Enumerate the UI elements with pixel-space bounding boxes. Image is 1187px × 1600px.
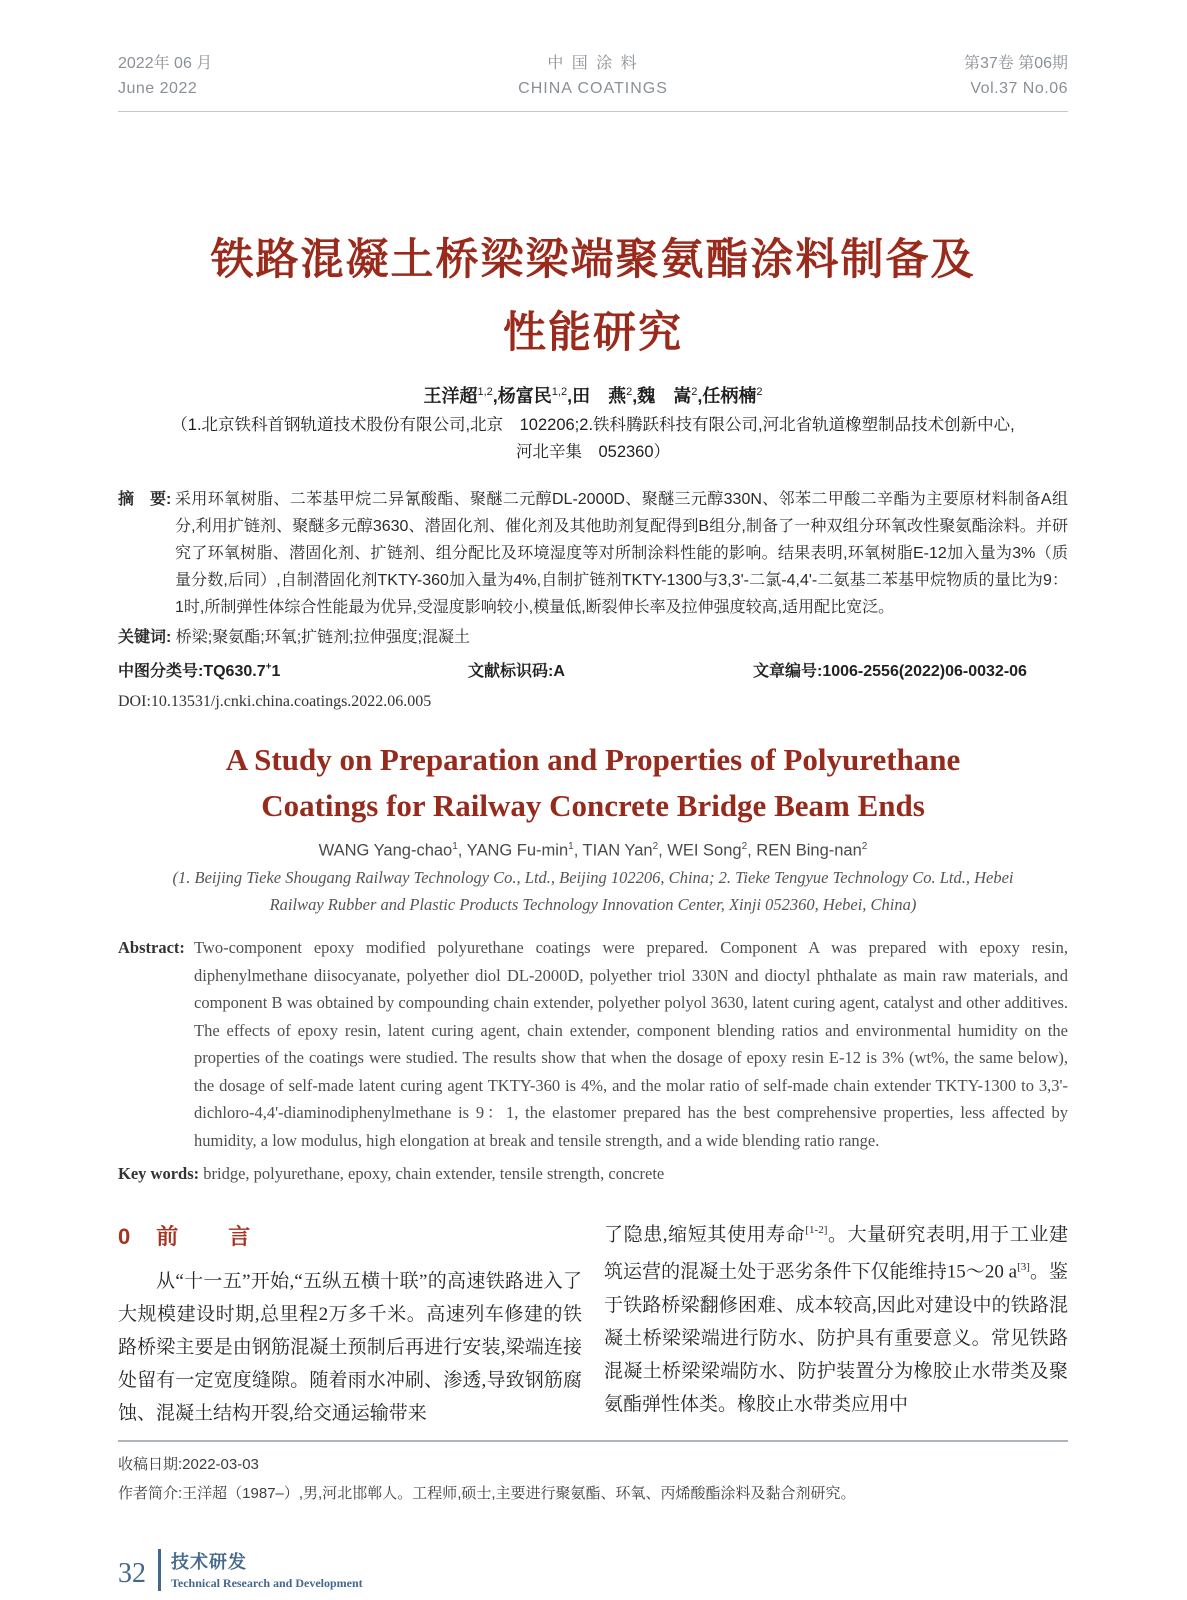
section-number: 0 <box>118 1224 131 1250</box>
header-journal-en: CHINA COATINGS <box>518 79 668 97</box>
affiliation-en <box>118 864 1068 918</box>
abstract-cn <box>118 486 1068 621</box>
authors-cn: 王洋超$^{1,2}$,杨富民$^{1,2}$,田 燕$^2$,魏 嵩$^2$,任柄楠$^2$ <box>423 385 763 406</box>
affiliation-en-line1: (1. Beijing Tieke Shougang Railway Technology Co., Ltd., Beijing 102206, China; 2. Tieke Tengyue Technology Co. Ltd., Hebei <box>172 868 1014 888</box>
header-issue <box>808 52 1068 102</box>
footer-divider-bar <box>158 1549 161 1591</box>
page-footer <box>118 1548 1068 1591</box>
doi: DOI:10.13531/j.cnki.china.coatings.2022.06.005 <box>118 692 432 710</box>
body-paragraph-right: 了隐患,缩短其使用寿命[1-2]。大量研究表明,用于工业建筑运营的混凝土处于恶劣条件下仅能维持15～20 a[3]。鉴于铁路桥梁翻修困难、成本较高,因此对建设中的铁路混凝土桥梁梁端进行防水、防护具有重要意义。常见铁路混凝土桥梁梁端防水、防护装置分为橡胶止水带类及聚氨酯弹性体类。橡胶止水带类应用中 <box>604 1224 1068 1415</box>
affiliation-en-line2: Railway Rubber and Plastic Products Technology Innovation Center, Xinji 052360, Hebei, China) <box>269 895 917 915</box>
header-journal-cn: 中 国 涂 料 <box>547 55 639 72</box>
footer-column-name <box>171 1548 363 1591</box>
body-paragraph-left: 从“十一五”开始,“五纵五横十联”的高速铁路进入了大规模建设时期,总里程2万多千米。高速列车修建的铁路桥梁主要是由钢筋混凝土预制后再进行安装,梁端连接处留有一定宽度缝隙。随着雨水冲刷、渗透,导致钢筋腐蚀、混凝土结构开裂,给交通运输带来 <box>118 1271 582 1425</box>
abstract-en-text: Two-component epoxy modified polyurethane coatings were prepared. Component A was prepared with epoxy resin, diphenylmethane diisocyanate, polyether diol DL-2000D, polyether triol 330N and dioctyl phthalate as main raw materials, and component B was obtained by compounding chain extender, polyether polyol 3630, latent curing agent, catalyst and other additives. The effects of epoxy resin, latent curing agent, chain extender, component blending ratios and environmental humidity on the properties of the coatings were studied. The results show that when the dosage of epoxy resin E-12 is 3% (wt%, the same below), the dosage of self-made latent curing agent TKTY-360 is 4%, and the molar ratio of self-made chain extender TKTY-1300 to 3,3'-dichloro-4,4'-diaminodiphenylmethane is 9：1, the elastomer prepared has the best comprehensive properties, less affected by humidity, a low modulus, high elongation at break and tensile strength, and a wide blending ratio range. <box>194 938 1068 1150</box>
affiliation-cn <box>118 412 1068 466</box>
received-date: 收稿日期:2022-03-03 <box>118 1456 259 1474</box>
page-number: 32 <box>118 1557 146 1589</box>
header-issue-cn: 第37卷 第06期 <box>963 55 1068 72</box>
affiliation-cn-line2: 河北辛集 052360） <box>515 442 671 461</box>
abstract-cn-text: 采用环氧树脂、二苯基甲烷二异氰酸酯、聚醚二元醇DL-2000D、聚醚三元醇330N、邻苯二甲酸二辛酯为主要原材料制备A组分,利用扩链剂、聚醚多元醇3630、潜固化剂、催化剂及其他助剂复配得到B组分,制备了一种双组分环氧改性聚氨酯涂料。并研究了环氧树脂、潜固化剂、扩链剂、组分配比及环境湿度等对所制涂料性能的影响。结果表明,环氧树脂E-12加入量为3%（质量分数,后同）,自制潜固化剂TKTY-360加入量为4%,自制扩链剂TKTY-1300与3,3'-二氯-4,4'-二氨基二苯基甲烷物质的量比为9：1时,所制弹性体综合性能最为优异,受湿度影响较小,模量低,断裂伸长率及拉伸强度较高,适用配比宽泛。 <box>175 490 1068 616</box>
keywords-cn <box>118 624 1068 651</box>
keywords-cn-text: 桥梁;聚氨酯;环氧;扩链剂;拉伸强度;混凝土 <box>175 628 471 646</box>
section-heading <box>118 1220 582 1253</box>
body-column-right <box>604 1214 1068 1430</box>
clc-number: 中图分类号:TQ630.7+1 <box>118 661 281 680</box>
article-title-cn <box>118 224 1068 370</box>
footnote-divider <box>118 1440 1068 1442</box>
footer-column-en: Technical Research and Development <box>171 1576 363 1591</box>
header-date-cn: 2022年 06 月 <box>118 55 213 72</box>
body-columns <box>118 1214 1068 1430</box>
keywords-en-text: bridge, polyurethane, epoxy, chain extender, tensile strength, concrete <box>203 1164 665 1184</box>
article-number: 文章编号:1006-2556(2022)06-0032-06 <box>753 662 1027 680</box>
abstract-cn-label: 摘 要: <box>118 490 172 508</box>
author-bio: 作者简介:王洋超（1987–）,男,河北邯郸人。工程师,硕士,主要进行聚氨酯、环氧、丙烯酸酯涂料及黏合剂研究。 <box>118 1485 856 1503</box>
body-column-left <box>118 1214 582 1430</box>
header-date-en: June 2022 <box>118 79 198 97</box>
affiliation-cn-line1: （1.北京铁科首钢轨道技术股份有限公司,北京 102206;2.铁科腾跃科技有限公司,河北省轨道橡塑制品技术创新中心, <box>171 415 1015 434</box>
footer-column-cn: 技术研发 <box>171 1552 247 1573</box>
keywords-en-label: Key words: <box>118 1164 200 1184</box>
article-title-en-line2: Coatings for Railway Concrete Bridge Beam Ends <box>261 787 925 823</box>
authors-en: WANG Yang-chao$^1$, YANG $Fu-\min^1$, TIAN Yan$^2$, WEI Song$^2$, REN Bing-nan$^2$ <box>318 840 868 860</box>
header-date <box>118 52 378 102</box>
classification-row <box>118 658 1068 681</box>
article-title-en <box>118 737 1068 829</box>
article-title-en-line1: A Study on Preparation and Properties of Polyurethane <box>225 741 961 777</box>
keywords-cn-label: 关键词: <box>118 628 172 646</box>
journal-header <box>118 52 1068 112</box>
keywords-en <box>118 1164 1068 1184</box>
header-journal-name <box>378 52 808 102</box>
abstract-en <box>118 934 1068 1154</box>
article-title-cn-line2: 性能研究 <box>503 308 683 357</box>
document-code: 文献标识码:A <box>468 662 565 680</box>
section-title: 前 言 <box>156 1224 265 1250</box>
header-issue-en: Vol.37 No.06 <box>970 79 1068 97</box>
abstract-en-label: Abstract: <box>118 938 185 958</box>
article-title-cn-line1: 铁路混凝土桥梁梁端聚氨酯涂料制备及 <box>210 235 976 284</box>
footnotes <box>118 1450 1068 1508</box>
